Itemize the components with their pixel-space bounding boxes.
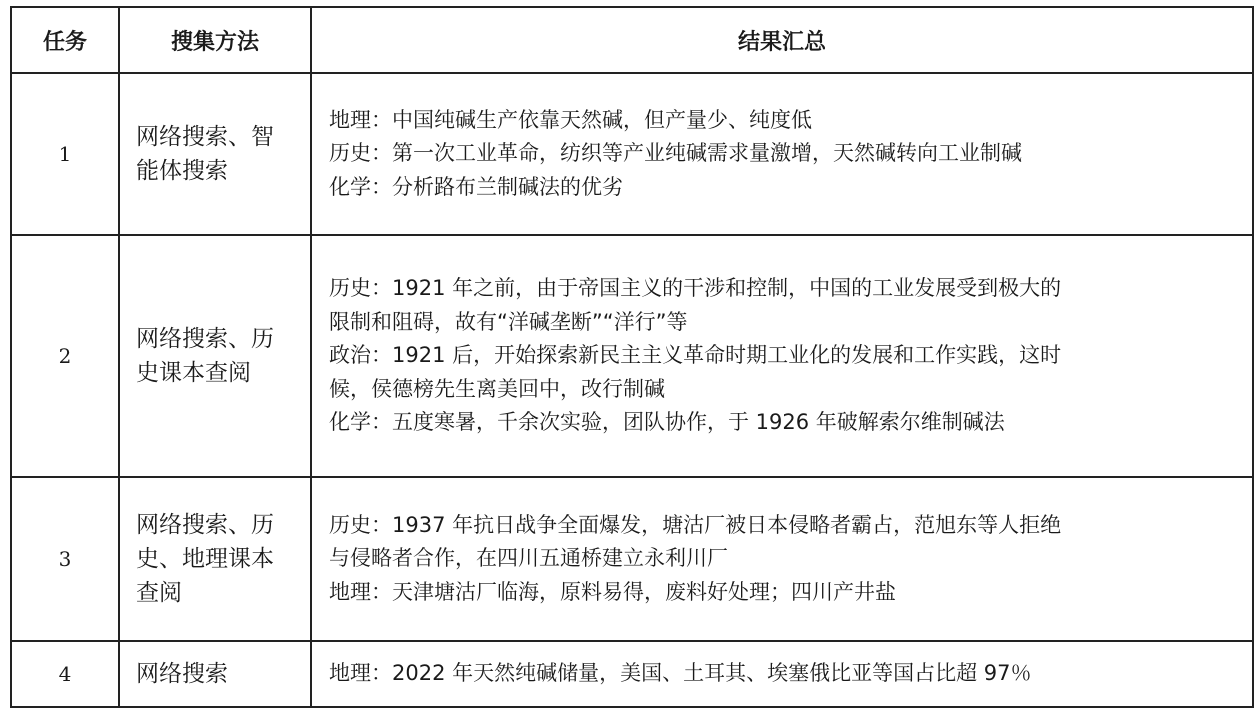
result-line: 化学：五度寒暑，千余次实验，团队协作，于 1926 年破解索尔维制碱法 bbox=[329, 410, 1005, 435]
document-page bbox=[10, 6, 1252, 700]
task-number: 3 bbox=[11, 477, 119, 641]
method-line: 能体搜索 bbox=[136, 158, 228, 184]
result-cell bbox=[311, 641, 1253, 707]
header-result: 结果汇总 bbox=[311, 7, 1253, 73]
result-line: 地理：中国纯碱生产依靠天然碱，但产量少、纯度低 bbox=[329, 107, 812, 132]
method-line: 史课本查阅 bbox=[136, 360, 251, 386]
method-line: 网络搜索、历 bbox=[136, 512, 274, 538]
result-line: 候，侯德榜先生离美回中，改行制碱 bbox=[329, 376, 665, 401]
method-cell bbox=[119, 477, 311, 641]
result-cell bbox=[311, 477, 1253, 641]
method-cell bbox=[119, 235, 311, 477]
header-row bbox=[11, 7, 1253, 73]
result-line: 地理：2022 年天然纯碱储量，美国、土耳其、埃塞俄比亚等国占比超 97％ bbox=[329, 661, 1032, 686]
method-line: 网络搜索、历 bbox=[136, 326, 274, 352]
result-cell bbox=[311, 73, 1253, 235]
header-task: 任务 bbox=[11, 7, 119, 73]
method-line: 查阅 bbox=[136, 580, 182, 606]
result-line: 历史：1937 年抗日战争全面爆发，塘沽厂被日本侵略者霸占，范旭东等人拒绝 bbox=[329, 512, 1062, 537]
method-cell bbox=[119, 73, 311, 235]
table-row bbox=[11, 235, 1253, 477]
result-line: 历史：第一次工业革命，纺织等产业纯碱需求量激增，天然碱转向工业制碱 bbox=[329, 141, 1022, 166]
method-line: 网络搜索 bbox=[136, 661, 228, 687]
result-line: 历史：1921 年之前，由于帝国主义的干涉和控制，中国的工业发展受到极大的 bbox=[329, 276, 1062, 301]
method-cell bbox=[119, 641, 311, 707]
table-row bbox=[11, 477, 1253, 641]
method-line: 史、地理课本 bbox=[136, 546, 274, 572]
table-row bbox=[11, 73, 1253, 235]
task-number: 2 bbox=[11, 235, 119, 477]
table-row bbox=[11, 641, 1253, 707]
result-line: 与侵略者合作，在四川五通桥建立永利川厂 bbox=[329, 546, 728, 571]
result-line: 地理：天津塘沽厂临海，原料易得，废料好处理；四川产井盐 bbox=[329, 579, 896, 604]
summary-table bbox=[10, 6, 1254, 708]
result-line: 限制和阻碍，故有“洋碱垄断”“洋行”等 bbox=[329, 309, 688, 334]
result-line: 政治：1921 后，开始探索新民主主义革命时期工业化的发展和工作实践，这时 bbox=[329, 343, 1062, 368]
header-method: 搜集方法 bbox=[119, 7, 311, 73]
method-line: 网络搜索、智 bbox=[136, 124, 274, 150]
task-number: 1 bbox=[11, 73, 119, 235]
task-number: 4 bbox=[11, 641, 119, 707]
result-line: 化学：分析路布兰制碱法的优劣 bbox=[329, 174, 623, 199]
result-cell bbox=[311, 235, 1253, 477]
